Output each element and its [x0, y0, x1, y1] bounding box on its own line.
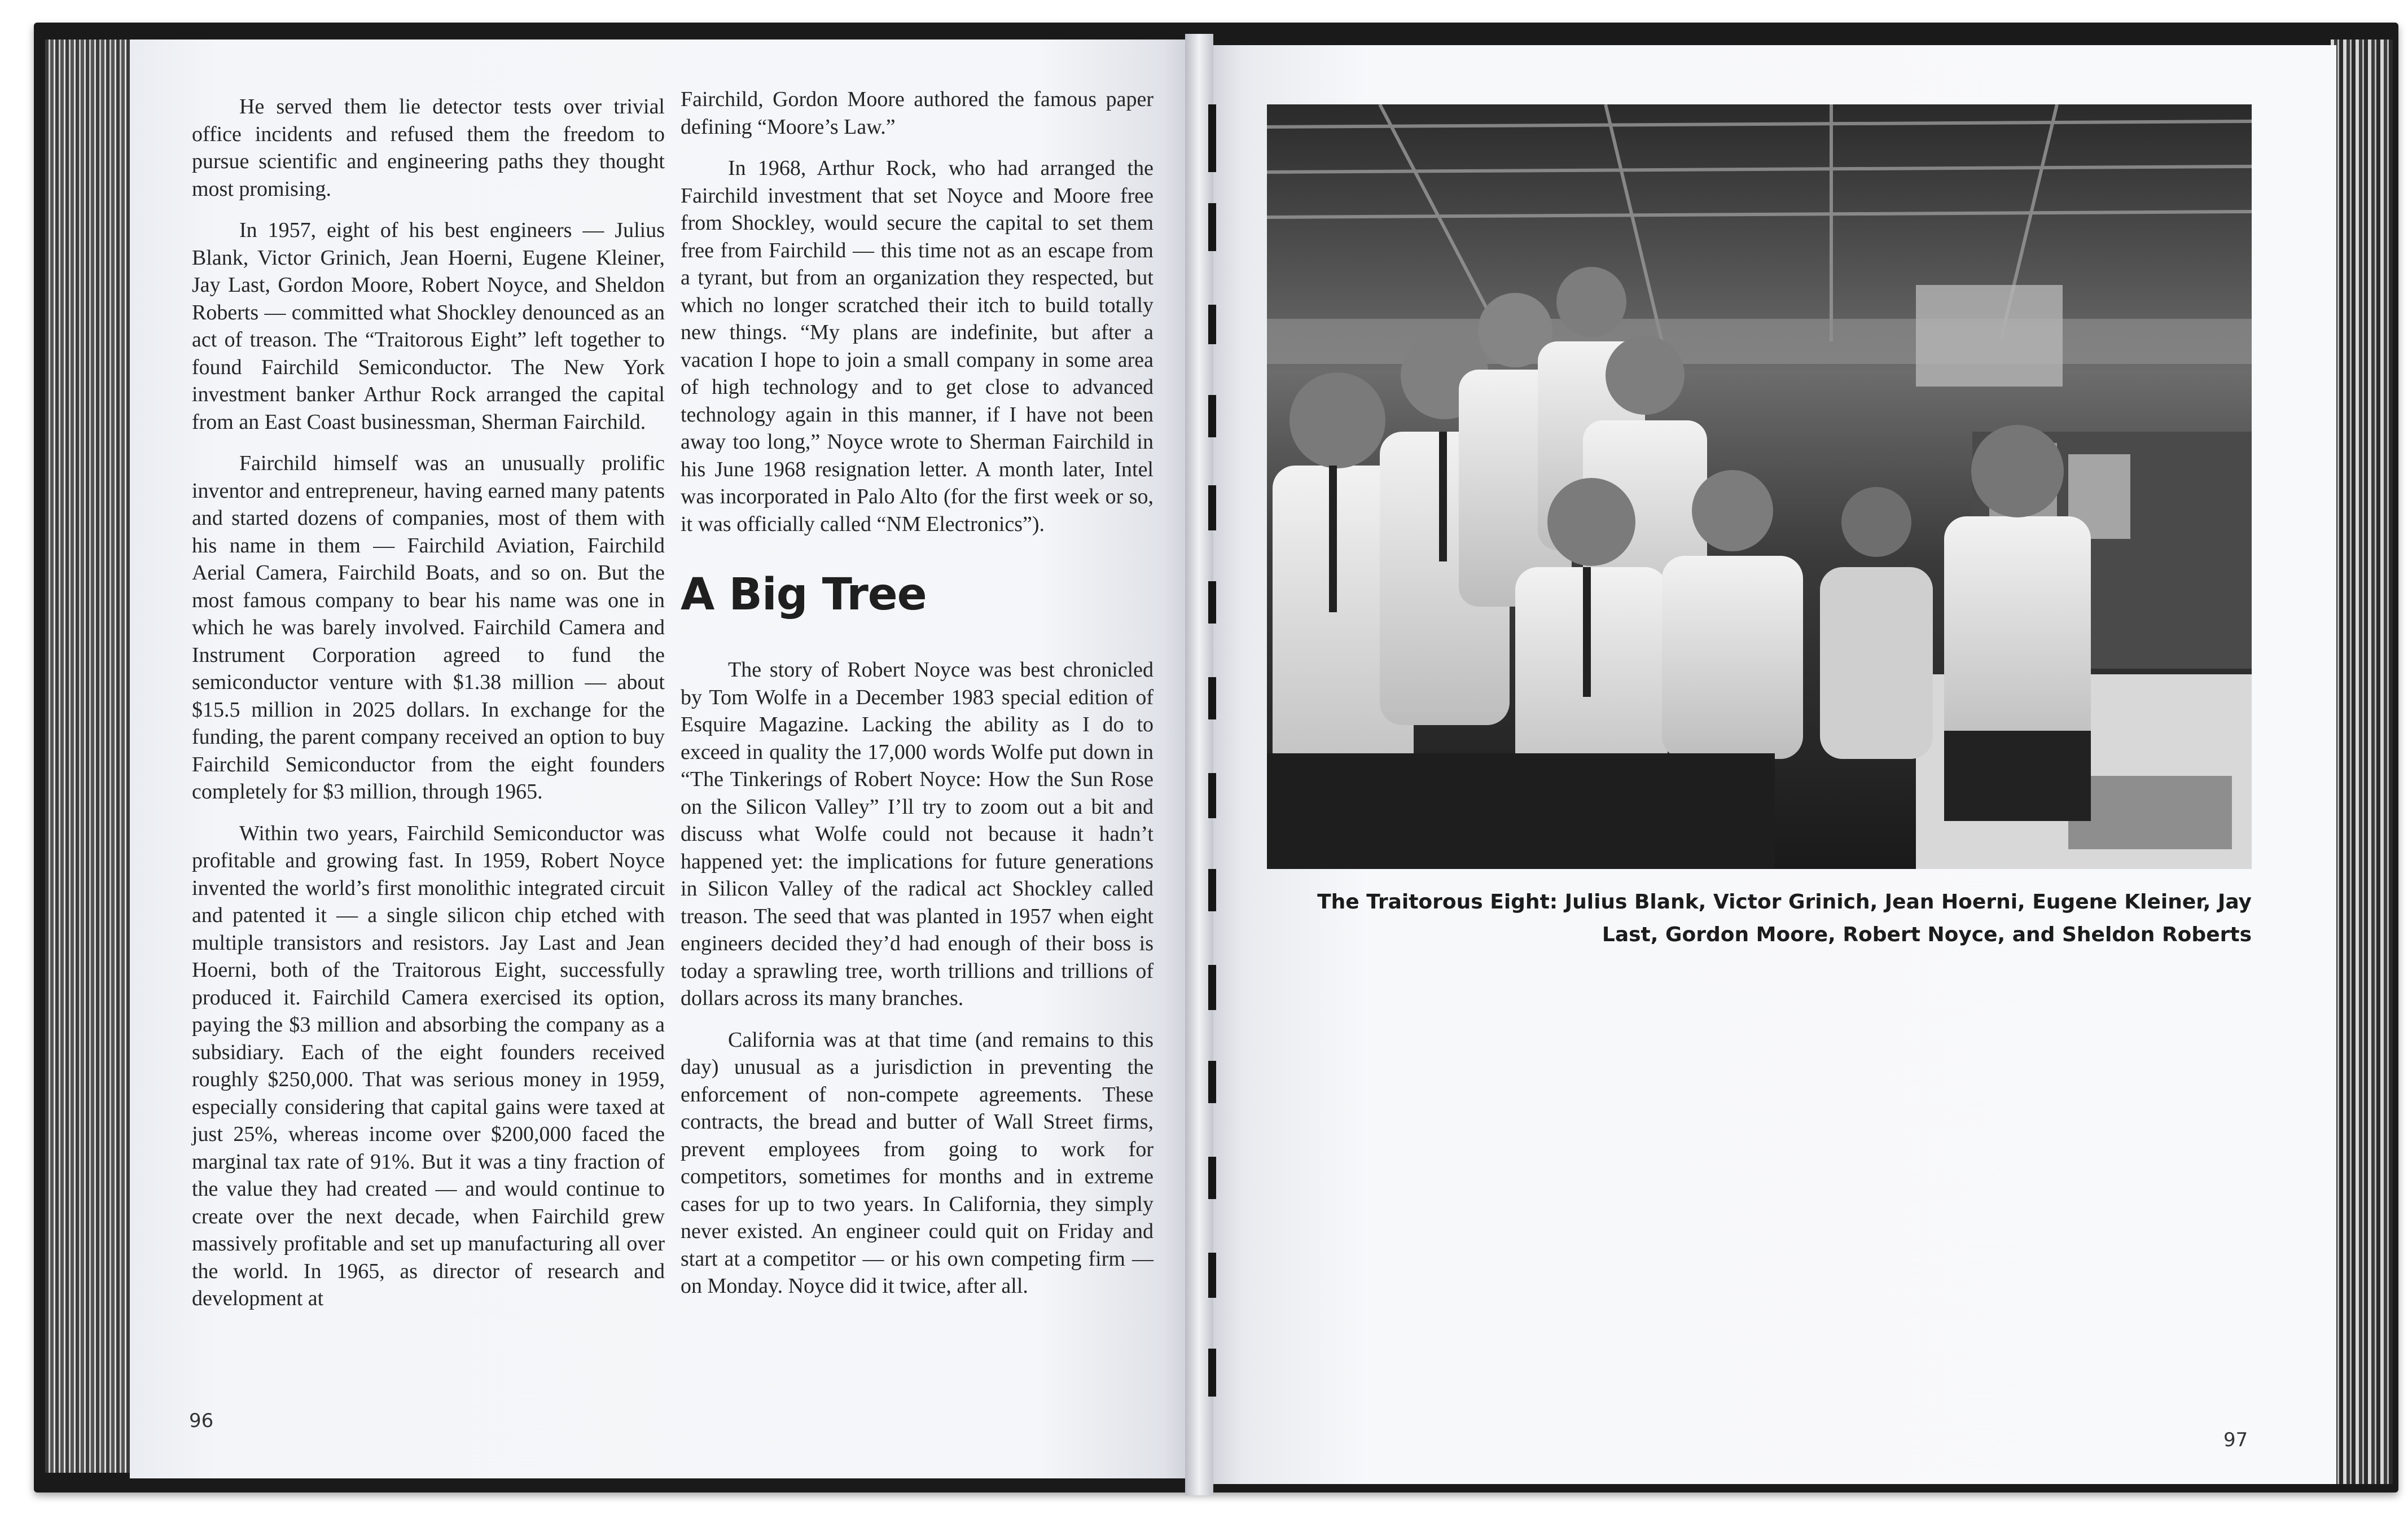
left-text-column [192, 93, 665, 1312]
paragraph: The story of Robert Noyce was best chronicled by Tom Wolfe in a December 1983 special edition of Esquire Magazine. Lacking the ability as I do to exceed in quality the 17,000 words Wolfe put down in “The Tinkerings of Robert Noyce: How the Sun Rose on the Silicon Valley” I’ll try to zoom out a bit and discuss what Wolfe could not because it hadn’t happened yet: the implications for future generations in Silicon Valley of the radical act Shockley called treason. The seed that was planted in 1957 when eight engineers decided they’d had enough of their boss is today a sprawling tree, worth trillions and trillions of dollars across its many branches. [681, 658, 1153, 1010]
left-page-edges [45, 39, 135, 1473]
paragraph: He served them lie detector tests over trivial office incidents and refused them the freedom to pursue scientific and engineering paths they thought most promising. [192, 95, 665, 201]
paragraph: Within two years, Fairchild Semiconductor was profitable and growing fast. In 1959, Robert Noyce invented the world’s first monolithic integrated circuit and patented it — a single silicon chip etched with multiple transistors and resistors. Jay Last and Jean Hoerni, both of the Traitorous Eight, successfully produced it. Fairchild Camera exercised its option, paying the $3 million and absorbing the company as a subsidiary. Each of the eight founders received roughly $250,000. That was serious money in 1959, especially considering that capital gains were taxed at just 25%, whereas income over $200,000 faced the marginal tax rate of 91%. But it was a tiny fraction of the value they had created — and would continue to create over the next decade, when Fairchild grew massively profitable and set up manufacturing all over the world. In 1965, as director of research and development at [192, 821, 665, 1310]
paragraph: In 1968, Arthur Rock, who had arranged the Fairchild investment that set Noyce and Moore free from Shockley, would secure the capital to set them free from Fairchild — this time not as an escape from a tyrant, but from an organization they respected, but which no longer scratched their itch to build totally new things. “My plans are indefinite, but after a vacation I hope to join a small company in some area of high technology and to get close to advanced technology again in this manner, if I have not been away too long,” Noyce wrote to Sherman Fairchild in his June 1968 resignation letter. A month later, Intel was incorporated in Palo Alto (for the first week or so, it was officially called “NM Electronics”). [681, 156, 1153, 536]
paragraph: California was at that time (and remains to this day) unusual as a jurisdiction in preventing the enforcement of non-compete agreements. These contracts, the bread and butter of Wall Street firms, prevent employees from going to work for competitors, sometimes for months and in extreme cases for up to two years. In California, they simply never existed. An engineer could quit on Friday and start at a competitor — or his own competing firm — on Monday. Noyce did it twice, after all. [681, 1028, 1153, 1298]
traitorous-eight-photo [1267, 104, 2252, 869]
page-number-left: 96 [189, 1410, 214, 1432]
paragraph: Fairchild, Gordon Moore authored the famous paper defining “Moore’s Law.” [681, 87, 1153, 139]
page-number-right: 97 [2223, 1429, 2248, 1451]
paragraph: In 1957, eight of his best engineers — Julius Blank, Victor Grinich, Jean Hoerni, Eugene Kleiner, Jay Last, Gordon Moore, Robert Noyce, and Sheldon Roberts — committed what Shockley denounced as an act of treason. The “Traitorous Eight” left together to found Fairchild Semiconductor. The New York investment banker Arthur Rock arranged the capital from an East Coast businessman, Sherman Fairchild. [192, 218, 665, 434]
section-heading: A Big Tree [681, 569, 927, 620]
photo-caption: The Traitorous Eight: Julius Blank, Victor Grinich, Jean Hoerni, Eugene Kleiner, Jay Last, Gordon Moore, Robert Noyce, and Sheldon Roberts [1317, 890, 2252, 946]
paragraph: Fairchild himself was an unusually prolific inventor and entrepreneur, having earned many patents and started dozens of companies, most of them with his name in them — Fairchild Aviation, Fairchild Aerial Camera, Fairchild Boats, and so on. But the most famous company to bear his name was one in which he was barely involved. Fairchild Camera and Instrument Corporation agreed to fund the semiconductor venture with $1.38 million — about $15.5 million in 2025 dollars. In exchange for the funding, the parent company received an option to buy Fairchild Semiconductor from the eight founders completely for $3 million, through 1965. [192, 451, 665, 804]
right-page-edges [2331, 39, 2393, 1484]
right-text-column [681, 86, 1153, 1300]
